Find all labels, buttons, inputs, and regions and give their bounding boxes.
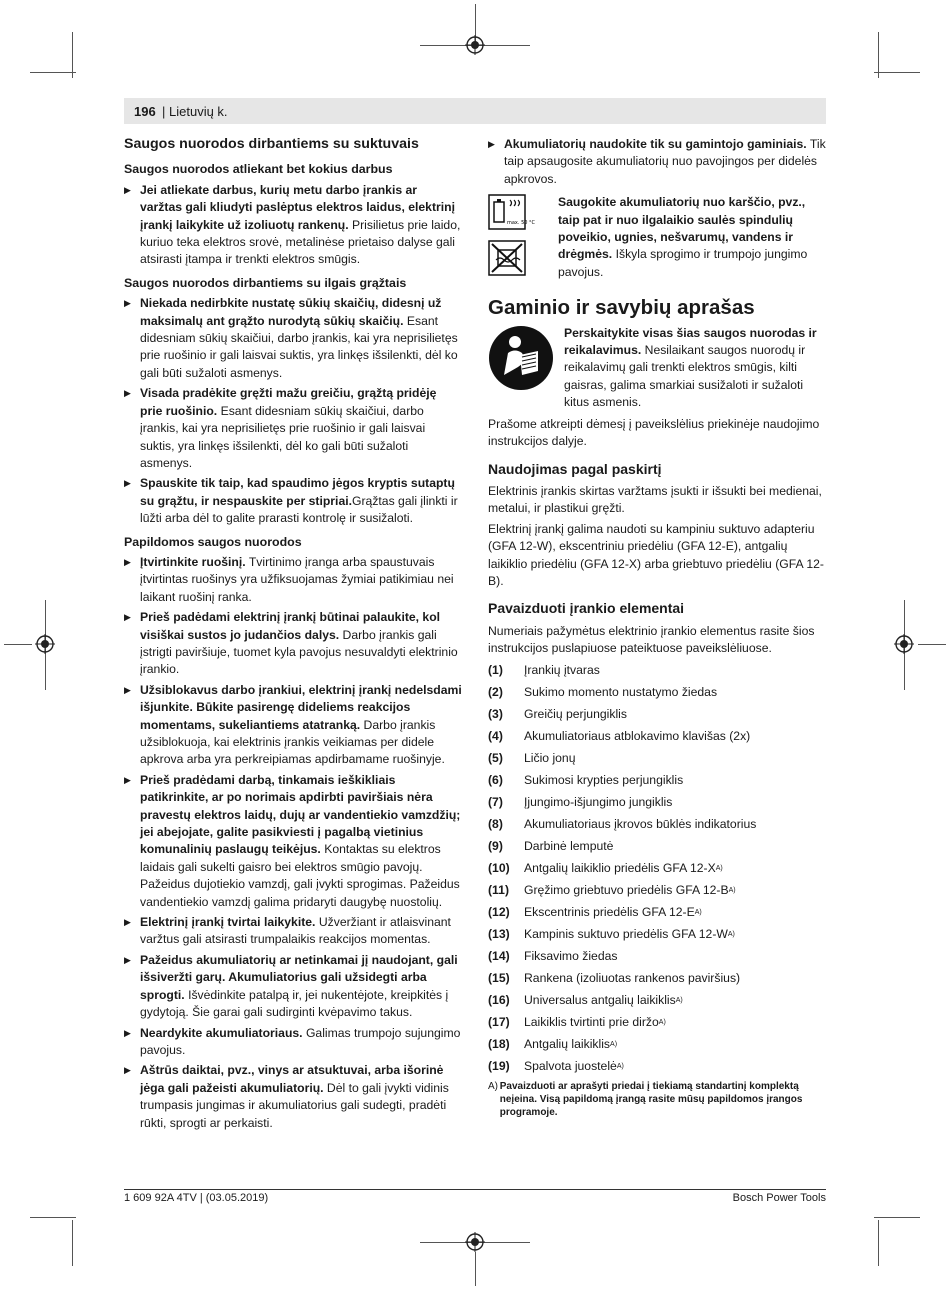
part-item — [488, 970, 826, 987]
part-number: (18) — [488, 1036, 510, 1051]
part-label: Gręžimo griebtuvo priedėlis GFA 12-B — [524, 882, 729, 897]
battery-water-icon — [488, 240, 526, 276]
crop-mark — [874, 72, 920, 73]
bullet-bold: Jei atliekate darbus, kurių metu darbo įrankis ar varžtas gali kliudyti paslėptus elektros laidus, elektrinį įrankį laikykite už izoliuotų rankenų. — [140, 182, 455, 232]
part-number: (7) — [488, 794, 503, 809]
bullet-text: Tvirtinimo įranga arba spaustuvais įtvirtintas ruošinys yra užfiksuojamas žymiai patikimiau nei laikant ruošinį ranka. — [140, 554, 454, 604]
part-item — [488, 1014, 826, 1031]
section-heading: Pavaizduoti įrankio elementai — [488, 600, 685, 617]
part-label: Sukimo momento nustatymo žiedas — [524, 684, 718, 699]
part-number: (19) — [488, 1058, 510, 1073]
crop-mark — [475, 1252, 476, 1286]
registration-mark-icon — [465, 35, 485, 55]
read-manual-icon — [488, 325, 554, 391]
battery-icons — [488, 194, 536, 275]
safety-bullet — [124, 385, 462, 472]
bullet-bold: Prieš pradėdami darbą, tinkamais ieškikliais patikrinkite, ar po norimais apdirbti paviršiais nėra pravestų elektros laidų, dujų ar vandentiekio vamzdžių; jei abejojate, galite pasikviesti į pagalbą vietinius komunalinių paslaugų teikėjus. — [140, 772, 461, 857]
safety-bullet — [124, 554, 462, 606]
crop-mark — [30, 1217, 76, 1218]
footnote — [488, 1080, 826, 1119]
bullet-bold: Elektrinį įrankį tvirtai laikykite. — [140, 915, 316, 930]
part-number: (9) — [488, 838, 503, 853]
part-item — [488, 706, 826, 723]
part-number: (15) — [488, 970, 510, 985]
bullet-text: Dėl to gali įvykti vidinis trumpasis jungimas ir akumuliatorius gali sudegti, pradėti rūkti, sprogti ar perkaisti. — [140, 1080, 449, 1130]
part-number: (2) — [488, 684, 503, 699]
part-item — [488, 860, 826, 877]
battery-heat-icon — [488, 194, 536, 230]
bullet-bold: Užsiblokavus darbo įrankiui, elektrinį įrankį nedelsdami išjunkite. Būkite pasirengę dideliems reakcijos momentams, sukeliantiems atatranką. — [140, 682, 462, 732]
safety-bullet — [488, 136, 826, 188]
part-item — [488, 662, 826, 679]
part-label: Fiksavimo žiedas — [524, 948, 618, 963]
warning-bold: Saugokite akumuliatorių nuo karščio, pvz., taip pat ir nuo ilgalaikio saulės spindulių poveikio, ugnies, nešvarumų, vandens ir drėgmės. — [558, 195, 806, 262]
crop-mark — [878, 1220, 879, 1266]
language-label: Lietuvių k. — [169, 104, 228, 119]
safety-bullet — [124, 609, 462, 679]
crop-mark — [4, 644, 32, 645]
part-item — [488, 772, 826, 789]
part-number: (5) — [488, 750, 503, 765]
section-title: Saugos nuorodos dirbantiems su suktuvais — [124, 136, 419, 152]
notice-bold: Perskaitykite visas šias saugos nuorodas ir reikalavimus. — [564, 325, 817, 358]
left-column — [124, 136, 462, 1135]
part-item — [488, 794, 826, 811]
footer-doc-id: 1 609 92A 4TV | (03.05.2019) — [124, 1192, 269, 1204]
page-header — [124, 98, 826, 124]
part-label: Antgalių laikiklis — [524, 1036, 611, 1051]
part-item — [488, 728, 826, 745]
bullet-bold: Akumuliatorių naudokite tik su gamintojo gaminiais. — [504, 137, 807, 151]
bullet-text: Kontaktas su elektros laidais gali sukelti gaisro bei elektros smūgio pavojų. Pažeidus dujotiekio vamzdį, gali įvykti sprogimas. Pažeidus vandentiekio vamzdį galima pridaryti daugybę nuostolių. — [140, 842, 460, 909]
bullet-bold: Niekada nedirbkite nustatę sūkių skaičių, didesnį už maksimalų ant grąžto nurodytą sūkių skaičių. — [140, 296, 442, 328]
part-label: Kampinis suktuvo priedėlis GFA 12-W — [524, 926, 728, 941]
part-number: (1) — [488, 662, 503, 677]
registration-mark-icon — [894, 634, 914, 654]
bullet-bold: Įtvirtinkite ruošinį. — [140, 554, 246, 569]
part-number: (11) — [488, 882, 510, 897]
part-footnote-ref: A) — [675, 996, 683, 1004]
crop-mark — [30, 72, 76, 73]
safety-bullet — [124, 682, 462, 769]
crop-mark — [918, 644, 946, 645]
part-number: (16) — [488, 992, 510, 1007]
figure-note: Prašome atkreipti dėmesį į paveikslėlius priekinėje naudojimo instrukcijos dalyje. — [488, 416, 820, 449]
warning-text: Iškyla sprogimo ir trumpojo jungimo pavojus. — [558, 247, 808, 279]
part-footnote-ref: A) — [658, 1018, 666, 1026]
bullet-text: Tik taip apsaugosite akumuliatorių nuo pavojingos per didelės apkrovos. — [504, 137, 826, 186]
part-label: Darbinė lemputė — [524, 838, 614, 853]
bullet-text: Prisilietus prie laido, kuriuo teka elektros srovė, metalinėse prietaiso dalyse gali atsirasti įtampa ir trenkti elektros smūgis. — [140, 217, 461, 267]
part-item — [488, 684, 826, 701]
part-label: Greičių perjungiklis — [524, 706, 627, 721]
part-label: Spalvota juostelė — [524, 1058, 617, 1073]
footer-rule — [124, 1189, 826, 1190]
part-footnote-ref: A) — [694, 908, 702, 916]
subsection-title: Saugos nuorodos atliekant bet kokius darbus — [124, 162, 393, 177]
parts-intro: Numeriais pažymėtus elektrinio įrankio elementus rasite šios instrukcijos puslapiuose pateiktuose paveikslėliuose. — [488, 623, 815, 656]
part-label: Įjungimo-išjungimo jungiklis — [524, 794, 673, 809]
subsection-title: Papildomos saugos nuorodos — [124, 534, 302, 549]
subsection-title: Saugos nuorodos dirbantiems su ilgais grąžtais — [124, 275, 407, 290]
footer-brand: Bosch Power Tools — [732, 1192, 826, 1204]
registration-mark-icon — [35, 634, 55, 654]
notice-text: Nesilaikant saugos nuorodų ir reikalavimų gali trenkti elektros smūgis, kilti gaisras, galima smarkiai susižaloti ir sužaloti kitus asmenis. — [564, 343, 806, 410]
part-item — [488, 904, 826, 921]
bullet-text: Esant didesniam sūkių skaičiui, darbo įrankis, kai yra neprisilietęs prie ruošinio ir gali laisvai suktis, yra linkęs išsilenkti, dėl ko gali būti sužaloti asmenys. — [140, 403, 426, 470]
part-item — [488, 838, 826, 855]
part-item — [488, 1058, 826, 1075]
bullet-bold: Spauskite tik taip, kad spaudimo jėgos kryptis sutaptų su grąžtu, ir nespauskite per stipriai. — [140, 476, 455, 508]
part-number: (14) — [488, 948, 510, 963]
section-heading: Naudojimas pagal paskirtį — [488, 460, 662, 477]
bullet-text: Esant didesniam sūkių skaičiui, darbo įrankis, kai yra neprisilietęs prie ruošinio ir gali laisvai suktis, yra linkęs išsilenkti, dėl ko gali būti sužaloti asmenys. — [140, 313, 458, 380]
bullet-text: Išvėdinkite patalpą ir, jei nukentėjote, kreipkitės į gydytoją. Šie garai gali sudirginti kvėpavimo takus. — [140, 987, 449, 1020]
crop-mark — [874, 1217, 920, 1218]
bullet-bold: Neardykite akumuliatoriaus. — [140, 1025, 303, 1040]
part-label: Ekscentrinis priedėlis GFA 12-E — [524, 904, 695, 919]
safety-bullet — [124, 1062, 462, 1132]
section-heading: Gaminio ir savybių aprašas — [488, 296, 755, 320]
part-number: (10) — [488, 860, 510, 875]
bullet-text: Užveržiant ir atlaisvinant varžtus gali atsirasti trumpalaikis reakcijos momentas. — [140, 915, 451, 947]
safety-bullet — [124, 182, 462, 269]
part-number: (13) — [488, 926, 510, 941]
crop-mark — [72, 1220, 73, 1266]
part-item — [488, 882, 826, 899]
part-label: Sukimosi krypties perjungiklis — [524, 772, 684, 787]
battery-warning — [488, 194, 826, 281]
safety-bullet — [124, 475, 462, 527]
footnote-label: A) — [488, 1080, 498, 1092]
part-label: Universalus antgalių laikiklis — [524, 992, 676, 1007]
part-footnote-ref: A) — [715, 864, 723, 872]
part-label: Akumuliatoriaus atblokavimo klavišas (2x) — [524, 728, 751, 743]
safety-bullet — [124, 914, 462, 949]
part-number: (8) — [488, 816, 503, 831]
part-footnote-ref: A) — [728, 886, 736, 894]
part-item — [488, 992, 826, 1009]
bullet-text: Grąžtas gali įlinkti ir lūžti arba dėl to galite prarasti kontrolę ir susižaloti. — [140, 493, 458, 526]
part-footnote-ref: A) — [727, 930, 735, 938]
heat-icon-label: max. 50 °C — [507, 220, 536, 227]
part-item — [488, 948, 826, 965]
safety-bullet — [124, 1025, 462, 1060]
bullet-bold: Visada pradėkite gręžti mažu greičiu, grąžtą pridėję prie ruošinio. — [140, 386, 437, 418]
part-label: Rankena (izoliuotas rankenos paviršius) — [524, 970, 741, 985]
part-item — [488, 750, 826, 767]
right-column — [488, 136, 826, 1119]
part-item — [488, 1036, 826, 1053]
parts-list — [488, 662, 826, 1075]
part-number: (6) — [488, 772, 503, 787]
part-label: Antgalių laikiklio priedėlis GFA 12-X — [524, 860, 716, 875]
bullet-text: Darbo įrankis gali įstrigti paviršiuje, tuomet kyla pavojus nesuvaldyti elektrinio įrankio. — [140, 627, 458, 677]
part-number: (17) — [488, 1014, 510, 1029]
safety-bullet — [124, 952, 462, 1022]
page-number: 196 — [134, 104, 156, 119]
part-number: (3) — [488, 706, 503, 721]
part-label: Akumuliatoriaus įkrovos būklės indikatorius — [524, 816, 757, 831]
safety-bullet — [124, 295, 462, 382]
bullet-text: Darbo įrankis užsiblokuoja, kai elektrinis įrankis veikiamas per didele apkrova arba yra perkreipiamas apdirbamame ruošinyje. — [140, 717, 445, 767]
part-number: (12) — [488, 904, 510, 919]
read-manual-notice — [488, 325, 826, 412]
part-number: (4) — [488, 728, 503, 743]
bullet-text: Galimas trumpojo sujungimo pavojus. — [140, 1025, 461, 1057]
bullet-bold: Pažeidus akumuliatorių ar netinkamai jį naudojant, gali išsiveržti garų. Akumuliatorius gali užsidegti arba sprogti. — [140, 952, 458, 1002]
part-label: Įrankių įtvaras — [524, 662, 600, 677]
safety-bullet — [124, 772, 462, 911]
registration-mark-icon — [465, 1232, 485, 1252]
intended-use-paragraph: Elektrinis įrankis skirtas varžtams įsukti ir išsukti bei medienai, metalui, ir plastikui gręžti. — [488, 483, 822, 516]
bullet-bold: Aštrūs daiktai, pvz., vinys ar atsuktuvai, arba išorinė jėga gali pažeisti akumuliatorių. — [140, 1063, 444, 1095]
part-footnote-ref: A) — [616, 1062, 624, 1070]
intended-use-paragraph: Elektrinį įrankį galima naudoti su kampiniu suktuvo adapteriu (GFA 12-W), ekscentriniu priedėliu (GFA 12-E), antgalių laikiklio priedėliu (GFA 12-X) arba griebtuvo priedėliu (GFA 12-B). — [488, 521, 824, 588]
part-label: Ličio jonų — [524, 750, 576, 765]
part-item — [488, 816, 826, 833]
part-label: Laikiklis tvirtinti prie diržo — [524, 1014, 659, 1029]
part-item — [488, 926, 826, 943]
page-language: | Lietuvių k. — [162, 104, 228, 119]
footnote-text: Pavaizduoti ar aprašyti priedai į tiekiamą standartinį komplektą neįeina. Visą papildomą įrangą rasite mūsų papildomos įrangos programoje. — [499, 1080, 803, 1118]
bullet-bold: Prieš padėdami elektrinį įrankį būtinai palaukite, kol visiškai sustos jo judančios dalys. — [140, 610, 441, 642]
part-footnote-ref: A) — [610, 1040, 618, 1048]
